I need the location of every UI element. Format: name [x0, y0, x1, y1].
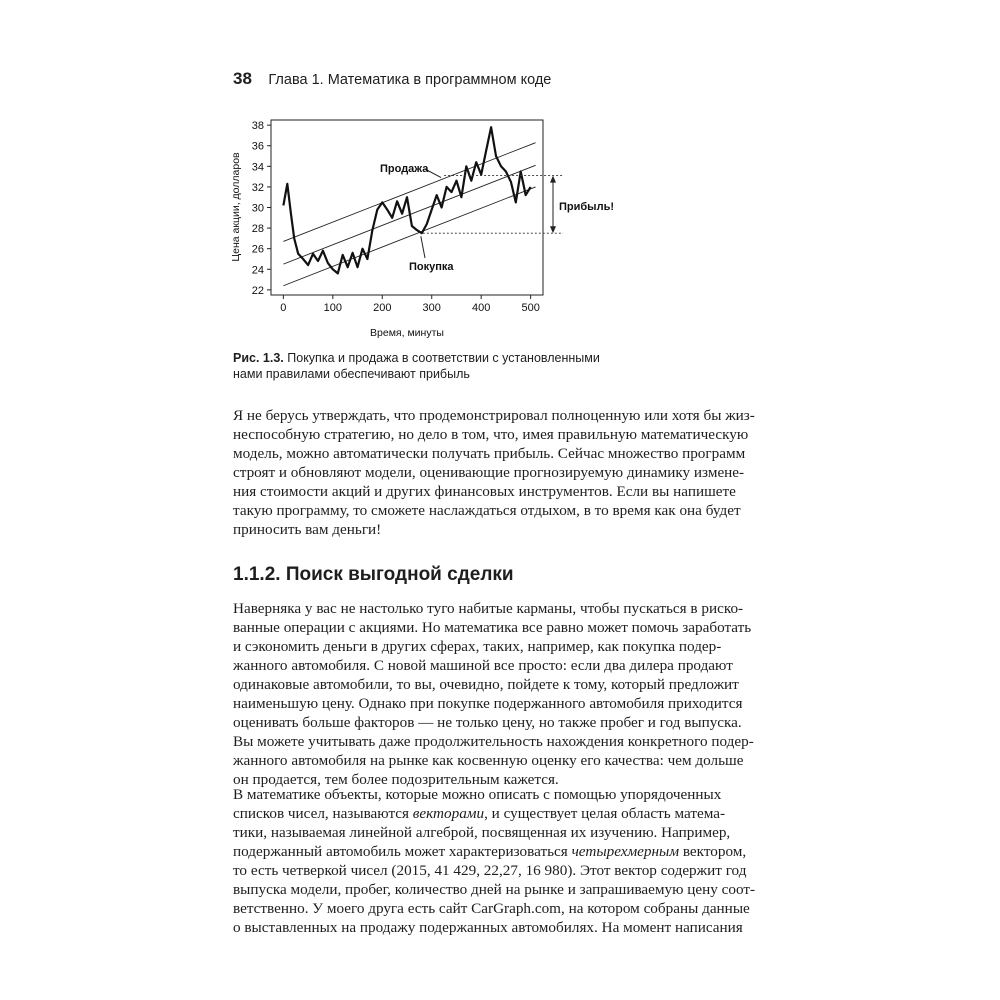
running-head: [233, 69, 773, 91]
paragraph-line: он продается, тем более подозрительным кажется.: [233, 771, 559, 788]
paragraph-line: и сэкономить деньги в других сферах, таких, например, как покупка подер-: [233, 638, 722, 655]
profit-arrow-head-bottom: [550, 226, 556, 233]
emphasized-term: четырехмерным: [571, 843, 680, 860]
paragraph-line: то есть четверкой чисел (2015, 41 429, 22,27, 16 980). Этот вектор содержит год: [233, 862, 747, 879]
section-heading: 1.1.2. Поиск выгодной сделки: [233, 564, 514, 585]
text-run: , и существует целая область матема-: [484, 805, 726, 822]
figure-caption-label: Рис. 1.3.: [233, 351, 284, 365]
paragraph-2: [233, 599, 769, 789]
paragraph-line: наименьшую цену. Однако при покупке подержанного автомобиля приходится: [233, 695, 743, 712]
paragraph-line: одинаковые автомобили, то вы, очевидно, пойдете к тому, который предложит: [233, 676, 739, 693]
price-series-line: [283, 127, 530, 273]
paragraph-line: жанного автомобиля на рынке как косвенную оценку его качества: чем дольше: [233, 752, 744, 769]
x-tick-label: 400: [472, 302, 491, 314]
figure-caption-text-2: нами правилами обеспечивают прибыль: [233, 367, 470, 381]
paragraph-line: ванные операции с акциями. Но математика все равно может помочь заработать: [233, 619, 752, 636]
buy-label: Покупка: [409, 261, 454, 273]
page-number: 38: [233, 69, 252, 88]
chapter-title: Глава 1. Математика в программном коде: [268, 72, 552, 88]
paragraph-line: [233, 842, 769, 861]
x-tick-label: 200: [373, 302, 392, 314]
paragraph-line: Вы можете учитывать даже продолжительность нахождения конкретного подер-: [233, 733, 754, 750]
figure-stock-chart: [225, 112, 625, 342]
paragraph-line: такую программу, то сможете наслаждаться отдыхом, в то время как она будет: [233, 502, 741, 519]
paragraph-line: [233, 804, 769, 823]
paragraph-line: приносить вам деньги!: [233, 521, 382, 538]
figure-caption-text-1: Покупка и продажа в соответствии с установленными: [287, 351, 600, 365]
paragraph-line: Наверняка у вас не настолько туго набитые карманы, чтобы пускаться в риско-: [233, 600, 744, 617]
y-axis-label: Цена акции, долларов: [230, 152, 242, 262]
sell-label: Продажа: [380, 163, 429, 175]
paragraph-3: [233, 785, 769, 937]
x-tick-label: 300: [422, 302, 441, 314]
y-tick-label: 22: [251, 284, 264, 297]
y-tick-label: 38: [251, 120, 264, 133]
y-tick-label: 32: [251, 181, 264, 194]
paragraph-line: ния стоимости акций и других финансовых инструментов. Если вы напишете: [233, 483, 736, 500]
paragraph-line: Я не берусь утверждать, что продемонстрировал полноценную или хотя бы жиз-: [233, 407, 755, 424]
y-tick-label: 36: [251, 140, 264, 153]
paragraph-line: неспособную стратегию, но дело в том, что, имея правильную математическую: [233, 426, 749, 443]
figure-caption: [233, 350, 653, 382]
profit-label: Прибыль!: [559, 201, 614, 213]
plot-frame: [271, 120, 543, 295]
profit-arrow-head-top: [550, 176, 556, 183]
x-tick-label: 500: [521, 302, 540, 314]
paragraph-line: жанного автомобиля. С новой машиной все просто: если два дилера продают: [233, 657, 733, 674]
paragraph-line: ветственно. У моего друга есть сайт CarGraph.com, на котором собраны данные: [233, 900, 750, 917]
y-tick-label: 30: [251, 202, 264, 215]
paragraph-line: В математике объекты, которые можно описать с помощью упорядоченных: [233, 786, 722, 803]
y-tick-label: 26: [251, 243, 264, 256]
x-tick-label: 100: [323, 302, 342, 314]
y-tick-label: 28: [251, 223, 264, 236]
paragraph-line: строят и обновляют модели, оценивающие прогнозируемую динамику измене-: [233, 464, 745, 481]
x-axis-label: Время, минуты: [370, 327, 444, 339]
paragraph-line: о выставленных на продажу подержанных автомобилях. На момент написания: [233, 919, 743, 936]
y-tick-label: 24: [251, 264, 264, 277]
paragraph-1: [233, 406, 769, 539]
emphasized-term: векторами: [412, 805, 485, 822]
paragraph-line: тики, называемая линейной алгеброй, посвященная их изучению. Например,: [233, 824, 731, 841]
paragraph-line: выпуска модели, пробег, количество дней на рынке и запрашиваемую цену соот-: [233, 881, 756, 898]
buy-pointer-line: [421, 236, 425, 258]
y-tick-label: 34: [251, 161, 264, 174]
text-run: списков чисел, называются: [233, 805, 413, 822]
paragraph-line: оценивать больше факторов — не только цену, но также пробег и год выпуска.: [233, 714, 742, 731]
text-run: вектором,: [679, 843, 747, 860]
paragraph-line: модель, можно автоматически получать прибыль. Сейчас множество программ: [233, 445, 746, 462]
x-tick-label: 0: [280, 302, 287, 314]
stock-price-chart: [225, 112, 625, 342]
text-run: подержанный автомобиль может характеризоваться: [233, 843, 572, 860]
